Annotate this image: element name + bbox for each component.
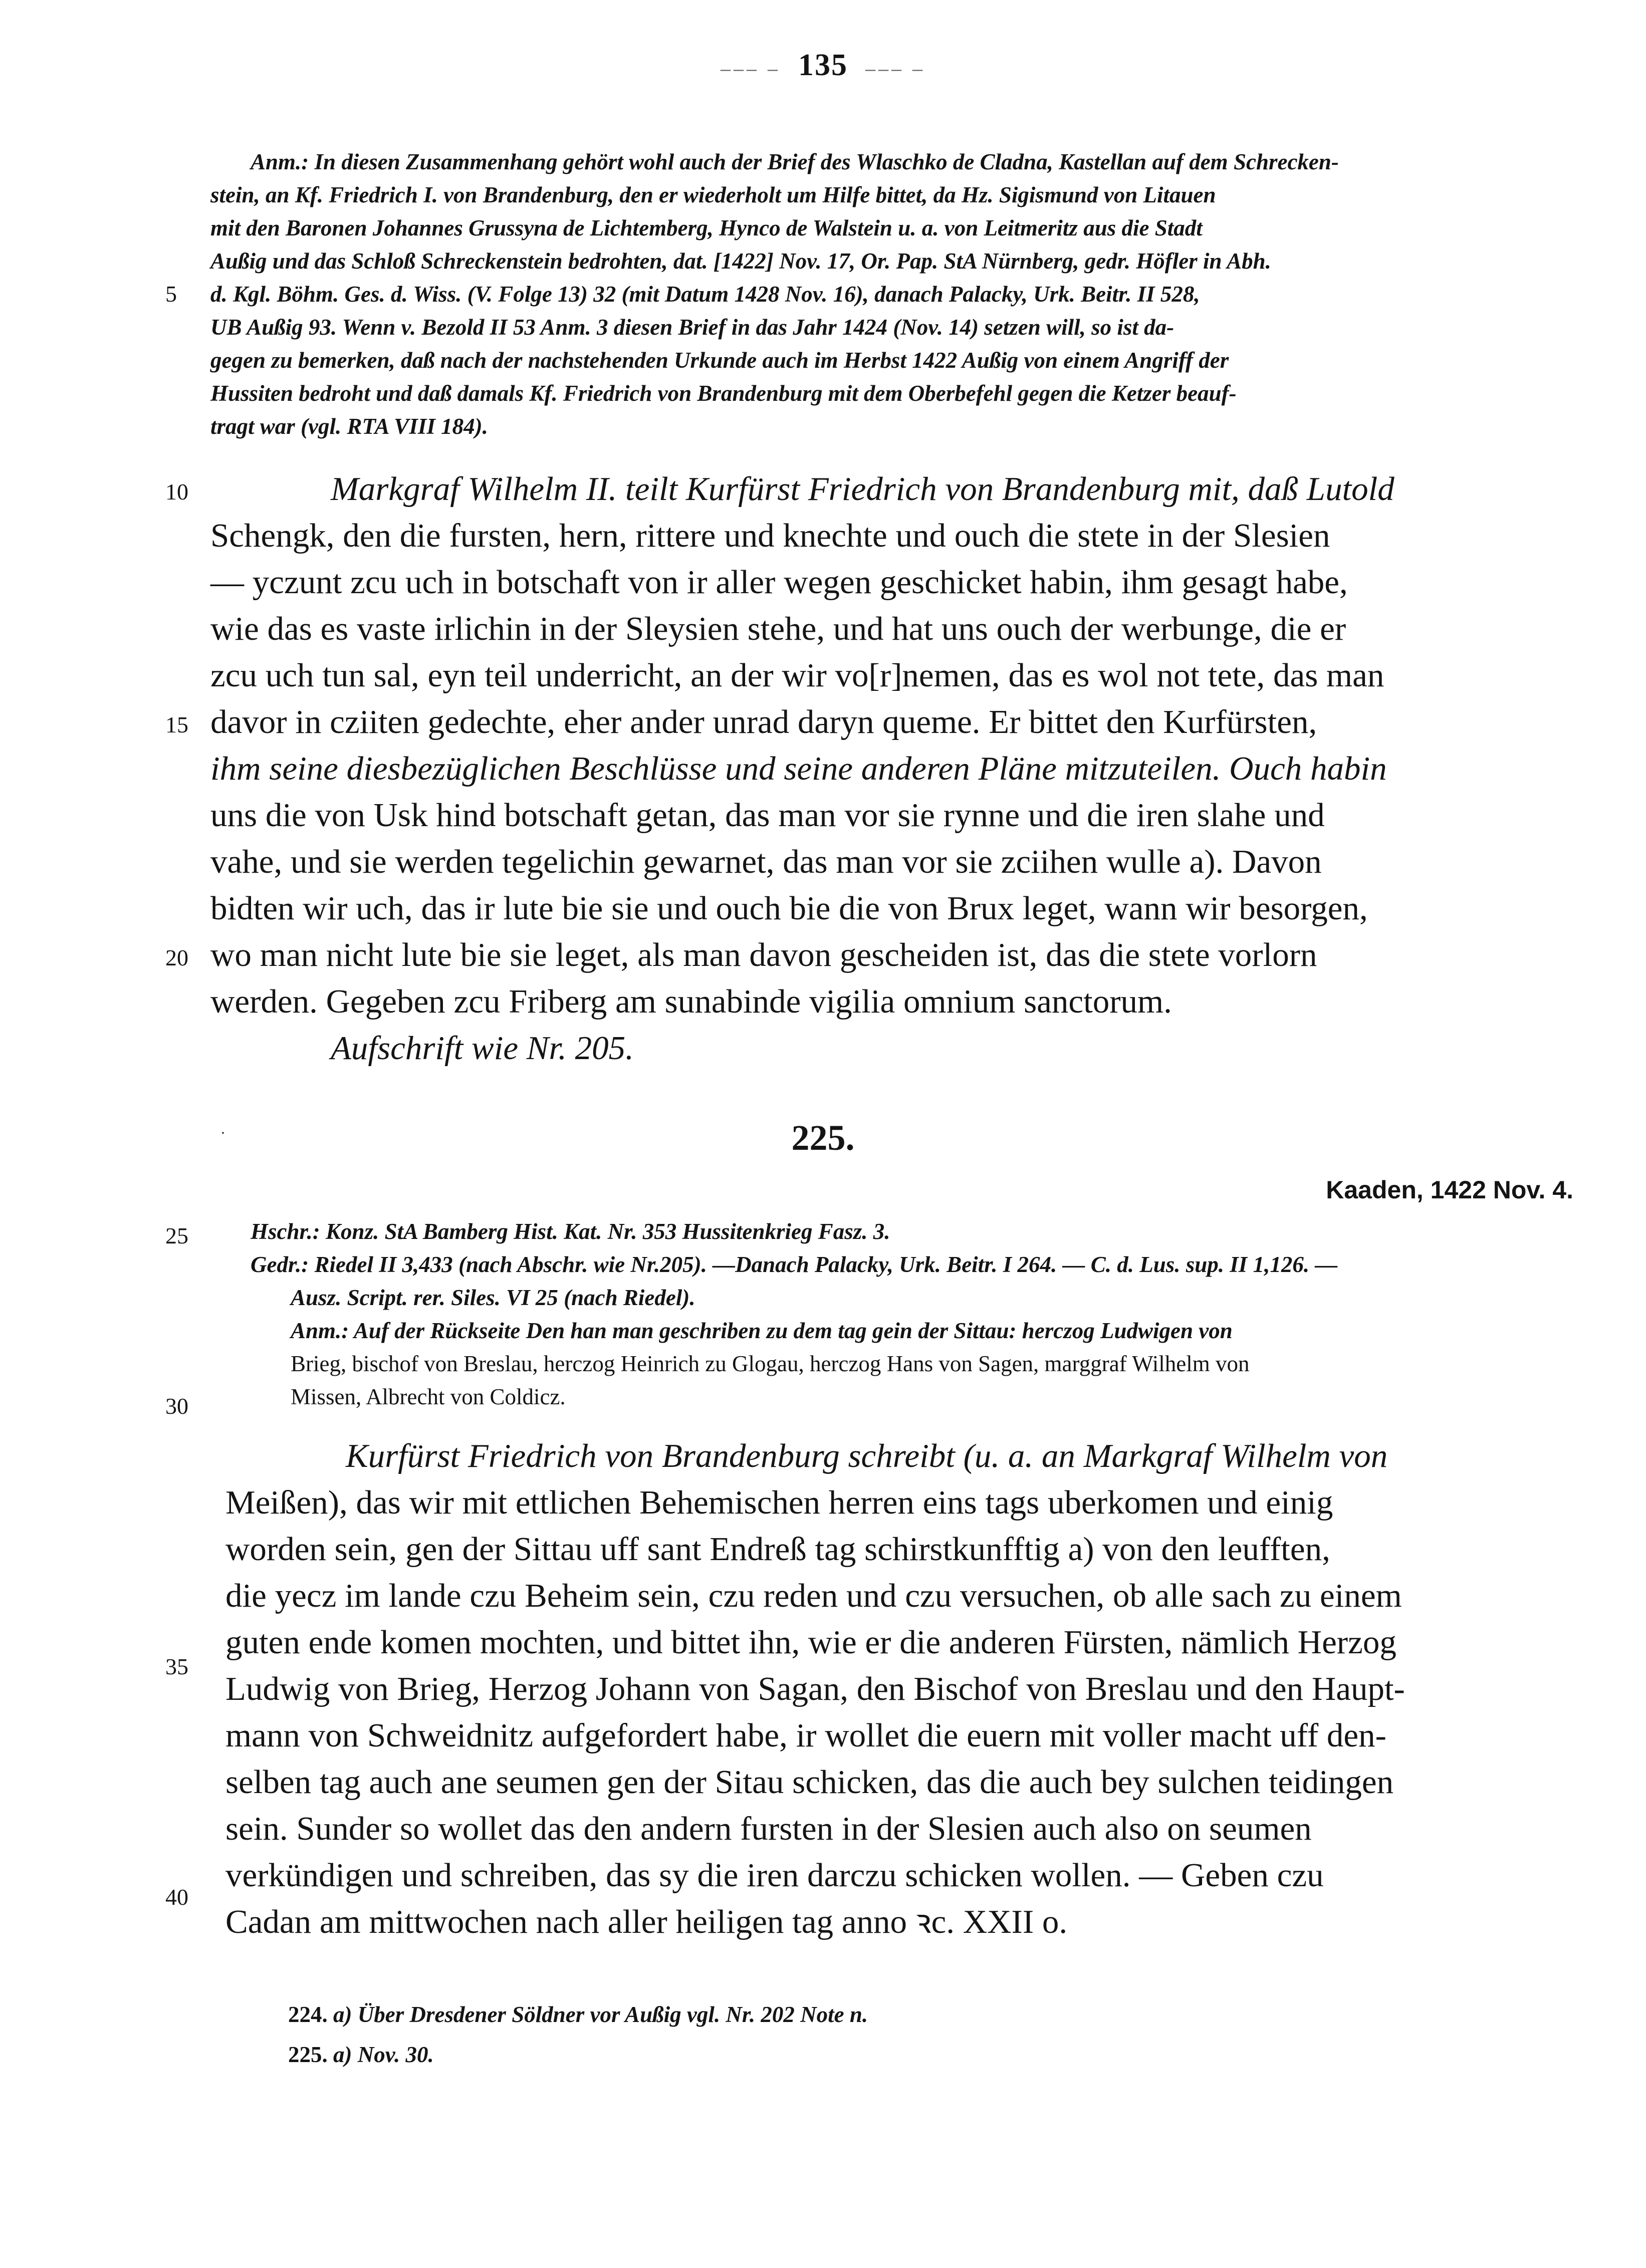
annotation-line: gegen zu bemerken, daß nach der nachstehenden Urkunde auch im Herbst 1422 Außig von einem Angriff der	[210, 348, 1229, 373]
footnote-224	[288, 1996, 868, 2033]
text-line: uns die von Usk hind botschaft getan, das man vor sie rynne und die iren slahe und	[210, 797, 1325, 834]
text-line: verkündigen und schreiben, das sy die iren darczu schicken wollen. — Geben czu	[225, 1857, 1324, 1894]
text-line: Cadan am mittwochen nach aller heiligen tag anno ꝛc. XXII o.	[225, 1903, 1068, 1940]
apparatus-line: Gedr.: Riedel II 3,433 (nach Abschr. wie Nr.205). —Danach Palacky, Urk. Beitr. I 264. — C. d. Lus. sup. II 1,126. —	[251, 1252, 1338, 1277]
text-line: selben tag auch ane seumen gen der Sitau schicken, das die auch bey sulchen teidingen	[225, 1763, 1394, 1801]
annotation-line: d. Kgl. Böhm. Ges. d. Wiss. (V. Folge 13) 32 (mit Datum 1428 Nov. 16), danach Palacky, Urk. Beitr. II 528,	[210, 282, 1200, 307]
document-225-text	[225, 1433, 1573, 1945]
footnote-225	[288, 2037, 434, 2073]
page-number	[0, 48, 1646, 83]
text-line: worden sein, gen der Sittau uff sant Endreß tag schirstkunfftig a) von den leufften,	[225, 1531, 1330, 1568]
annotation-line: Anm.: In diesen Zusammenhang gehört wohl auch der Brief des Wlaschko de Cladna, Kastellan auf dem Schrecken-	[251, 149, 1339, 174]
annotation-line: mit den Baronen Johannes Grussyna de Lichtemberg, Hynco de Walstein u. a. von Leitmeritz aus die Stadt	[210, 215, 1203, 240]
line-number: 15	[165, 712, 188, 737]
text-line: Kurfürst Friedrich von Brandenburg schreibt (u. a. an Markgraf Wilhelm von	[346, 1437, 1388, 1474]
text-line: wo man nicht lute bie sie leget, als man davon gescheiden ist, das die stete vorlorn	[210, 936, 1317, 973]
apparatus-line: Missen, Albrecht von Coldicz.	[291, 1384, 566, 1409]
line-number: 35	[165, 1654, 188, 1679]
page-number-dash-right: ––– –	[865, 57, 925, 80]
text-line: davor in cziiten gedechte, eher ander unrad daryn queme. Er bittet den Kurfürsten,	[210, 703, 1317, 740]
text-line: Schengk, den die fursten, hern, rittere und knechte und ouch die stete in der Slesien	[210, 517, 1330, 554]
place-date: Kaaden, 1422 Nov. 4.	[1326, 1176, 1573, 1204]
line-number: 25	[165, 1223, 188, 1248]
text-line: zcu uch tun sal, eyn teil underricht, an der wir vo[r]nemen, das es wol not tete, das man	[210, 657, 1384, 694]
line-number: 30	[165, 1393, 188, 1419]
text-line: sein. Sunder so wollet das den andern fursten in der Slesien auch also on seumen	[225, 1810, 1312, 1847]
annotation-224	[210, 145, 1573, 443]
page-number-value: 135	[798, 48, 848, 82]
text-line: Meißen), das wir mit ettlichen Behemischen herren eins tags uberkomen und einig	[225, 1484, 1333, 1521]
line-number: 40	[165, 1884, 188, 1910]
footnote-text: a) Über Dresdener Söldner vor Außig vgl. Nr. 202 Note n.	[333, 2002, 868, 2027]
footnote-number: 225.	[288, 2042, 328, 2067]
line-number: 20	[165, 945, 188, 970]
text-line: Ludwig von Brieg, Herzog Johann von Sagan, den Bischof von Breslau und den Haupt-	[225, 1670, 1405, 1707]
text-line: Markgraf Wilhelm II. teilt Kurfürst Friedrich von Brandenburg mit, daß Lutold	[331, 470, 1394, 508]
line-number: 10	[165, 479, 188, 505]
footnote-text: a) Nov. 30.	[333, 2042, 434, 2067]
text-line: — yczunt zcu uch in botschaft von ir aller wegen geschicket habin, ihm gesagt habe,	[210, 564, 1348, 601]
aufschrift: Aufschrift wie Nr. 205.	[331, 1030, 634, 1067]
text-line: wie das es vaste irlichin in der Sleysien stehe, und hat uns ouch der werbunge, die er	[210, 610, 1346, 647]
text-line: bidten wir uch, das ir lute bie sie und ouch bie die von Brux leget, wann wir besorgen,	[210, 890, 1368, 927]
annotation-line: tragt war (vgl. RTA VIII 184).	[210, 414, 488, 439]
apparatus-line: Ausz. Script. rer. Siles. VI 25 (nach Riedel).	[291, 1285, 695, 1310]
annotation-line: UB Außig 93. Wenn v. Bezold II 53 Anm. 3 diesen Brief in das Jahr 1424 (Nov. 14) setzen will, so ist da-	[210, 315, 1174, 340]
line-number: 5	[165, 281, 177, 307]
text-line: werden. Gegeben zcu Friberg am sunabinde vigilia omnium sanctorum.	[210, 983, 1172, 1020]
text-line: vahe, und sie werden tegelichin gewarnet, das man vor sie zciihen wulle a). Davon	[210, 843, 1322, 880]
text-line: guten ende komen mochten, und bittet ihn, wie er die anderen Fürsten, nämlich Herzog	[225, 1624, 1396, 1661]
stray-mark: ·	[220, 1125, 225, 1141]
page-number-dash-left: ––– –	[721, 57, 781, 80]
document-224-text	[210, 466, 1573, 1072]
text-line: mann von Schweidnitz aufgefordert habe, ir wollet die euern mit voller macht uff den-	[225, 1717, 1386, 1754]
text-line: ihm seine diesbezüglichen Beschlüsse und seine anderen Pläne mitzuteilen. Ouch habin	[210, 750, 1387, 787]
apparatus-line: Hschr.: Konz. StA Bamberg Hist. Kat. Nr. 353 Hussitenkrieg Fasz. 3.	[251, 1219, 890, 1244]
text-line: die yecz im lande czu Beheim sein, czu reden und czu versuchen, ob alle sach zu einem	[225, 1577, 1402, 1614]
apparatus-line: Anm.: Auf der Rückseite Den han man geschriben zu dem tag gein der Sittau: herczog Ludwigen von	[291, 1318, 1233, 1343]
footnote-number: 224.	[288, 2002, 328, 2027]
apparatus-line: Brieg, bischof von Breslau, herczog Heinrich zu Glogau, herczog Hans von Sagen, marggraf Wilhelm von	[291, 1351, 1250, 1376]
apparatus-225	[251, 1215, 1553, 1413]
annotation-line: stein, an Kf. Friedrich I. von Brandenburg, den er wiederholt um Hilfe bittet, da Hz. Sigismund von Litauen	[210, 182, 1216, 207]
annotation-line: Hussiten bedroht und daß damals Kf. Friedrich von Brandenburg mit dem Oberbefehl gegen die Ketzer beauf-	[210, 381, 1237, 406]
annotation-line: Außig und das Schloß Schreckenstein bedrohten, dat. [1422] Nov. 17, Or. Pap. StA Nürnberg, gedr. Höfler in Abh.	[210, 248, 1271, 274]
document-number: 225.	[791, 1118, 855, 1158]
